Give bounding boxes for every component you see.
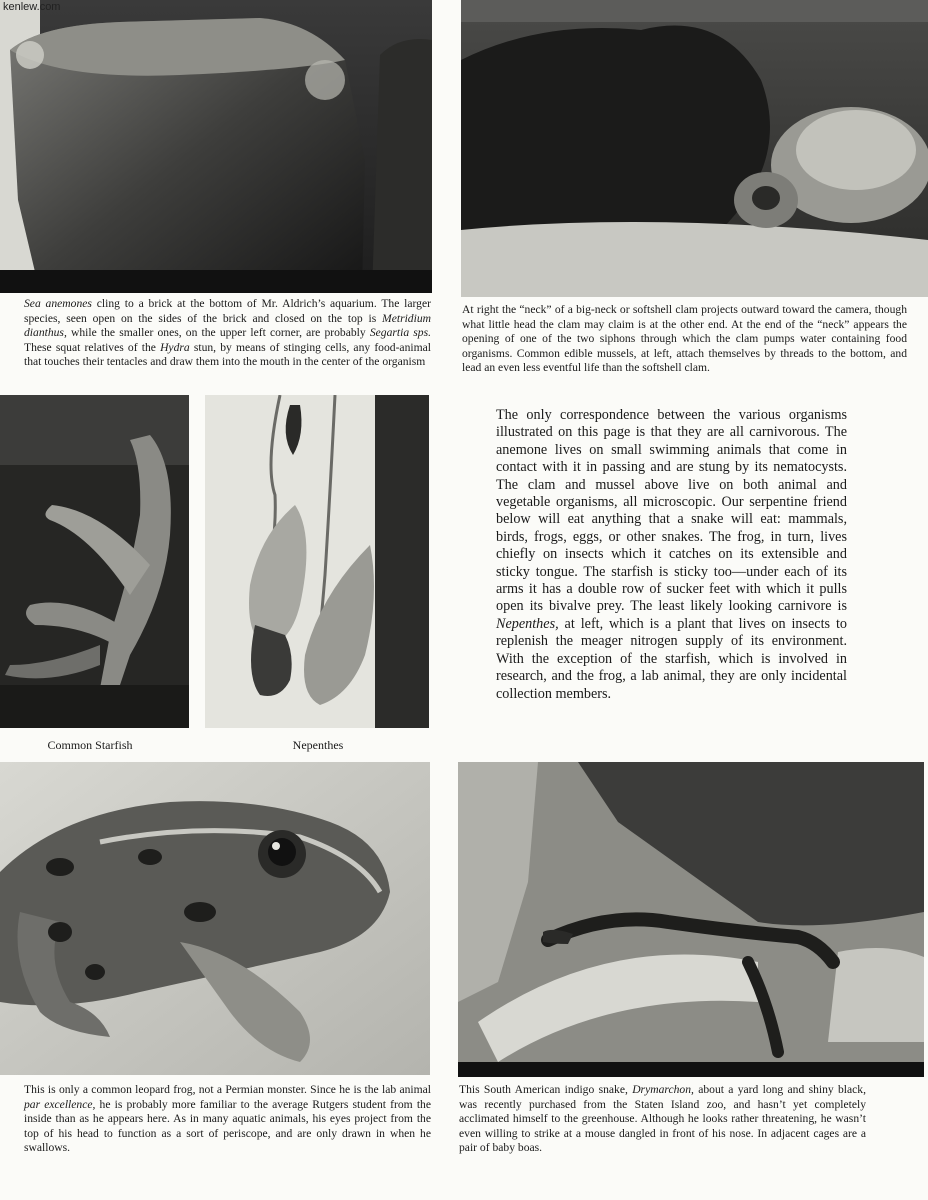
caption-snake-run: This South American indigo snake, bbox=[459, 1083, 633, 1096]
photo-leopard-frog bbox=[0, 762, 430, 1075]
caption-anemones-run: Segartia sps. bbox=[369, 326, 431, 340]
caption-softshell-clam bbox=[462, 303, 907, 376]
photo-common-starfish bbox=[0, 395, 189, 728]
photo-nepenthes bbox=[205, 395, 429, 728]
watermark: kenlew.com bbox=[3, 1, 61, 13]
caption-leopard-frog bbox=[24, 1083, 431, 1156]
photo-softshell-clam bbox=[461, 0, 928, 297]
label-nepenthes: Nepenthes bbox=[292, 738, 344, 752]
caption-indigo-snake bbox=[459, 1083, 866, 1156]
caption-anemones-run: cling to a brick at the bottom of Mr. Aldrich’s aquarium. The larger species, seen open on the sides of the brick and closed on the top is bbox=[24, 297, 431, 325]
caption-anemones-run: stun, by means of stinging cells, any food-animal that touches their tentacles and draw them into the mouth in the center of the organism bbox=[24, 340, 431, 369]
body-text-run: at left, which is a plant that lives on insects to replenish the meager nitrogen supply of its environment. With the exception of the starfish, which is involved in research, and the frog, a lab animal, they are only incidental collection members. bbox=[496, 615, 847, 702]
photo-indigo-snake bbox=[458, 762, 924, 1077]
label-common-starfish: Common Starfish bbox=[47, 738, 133, 752]
caption-snake-run: Drymarchon, bbox=[632, 1083, 694, 1096]
caption-snake-run: about a yard long and shiny black, was recently purchased from the Staten Island zoo, and hasn’t yet completely acclimated himself to the greenhouse. Although he looks rather threatening, he wasn’t even willing to strike at a mouse dangled in front of his nose. In adjacent cages are a pair of baby boas. bbox=[459, 1083, 867, 1155]
caption-sea-anemones bbox=[24, 297, 431, 370]
caption-frog-run: This is only a common leopard frog, not a Permian monster. Since he is the lab animal bbox=[24, 1083, 431, 1096]
caption-anemones-run: These squat relatives of the bbox=[24, 340, 161, 354]
body-text-run: Nepenthes, bbox=[496, 615, 559, 632]
photo-sea-anemones bbox=[0, 0, 432, 293]
caption-clam-run: At right the “neck” of a big-neck or softshell clam projects outward toward the camera, though what little head the clam may claim is at the other end. At the end of the “neck” appears the opening of one of the two siphons through which the clam pumps water containing food organisms. Common edible mussels, at left, attach themselves by threads to the bottom, and lead an even less eventful life than the softshell clam. bbox=[462, 303, 907, 375]
caption-anemones-run: Hydra bbox=[160, 340, 190, 354]
caption-frog-run: par excellence, bbox=[24, 1097, 96, 1111]
body-text-run: The only correspondence between the various organisms illustrated on this page is that they are all carnivorous. The anemone lives on small swimming animals that come in contact with it in passing and are stung by its nematocysts. The clam and mussel above live on both animal and vegetable organisms, all microscopic. Our serpentine friend below will eat anything that a snake will eat: mammals, birds, frogs, eggs, or other snakes. The frog, in turn, lives chiefly on insects which it catches on its extensible and sticky tongue. The starfish is sticky too—under each of its arms it has a double row of sucker feet with which it pulls open its bivalve prey. The least likely looking carnivore is bbox=[496, 407, 847, 615]
caption-anemones-run: while the smaller ones, on the upper left corner, are probably bbox=[66, 326, 370, 340]
caption-anemones-run: Sea anemones bbox=[24, 297, 92, 310]
caption-frog-run: he is probably more familiar to the average Rutgers student from the inside than as he appears here. As in many aquatic animals, his eyes project from the top of his head to function as a sort of periscope, and are only drawn in when he swallows. bbox=[24, 1097, 431, 1155]
caption-anemones-run: Metridium dianthus, bbox=[24, 311, 431, 340]
body-text bbox=[496, 407, 847, 703]
